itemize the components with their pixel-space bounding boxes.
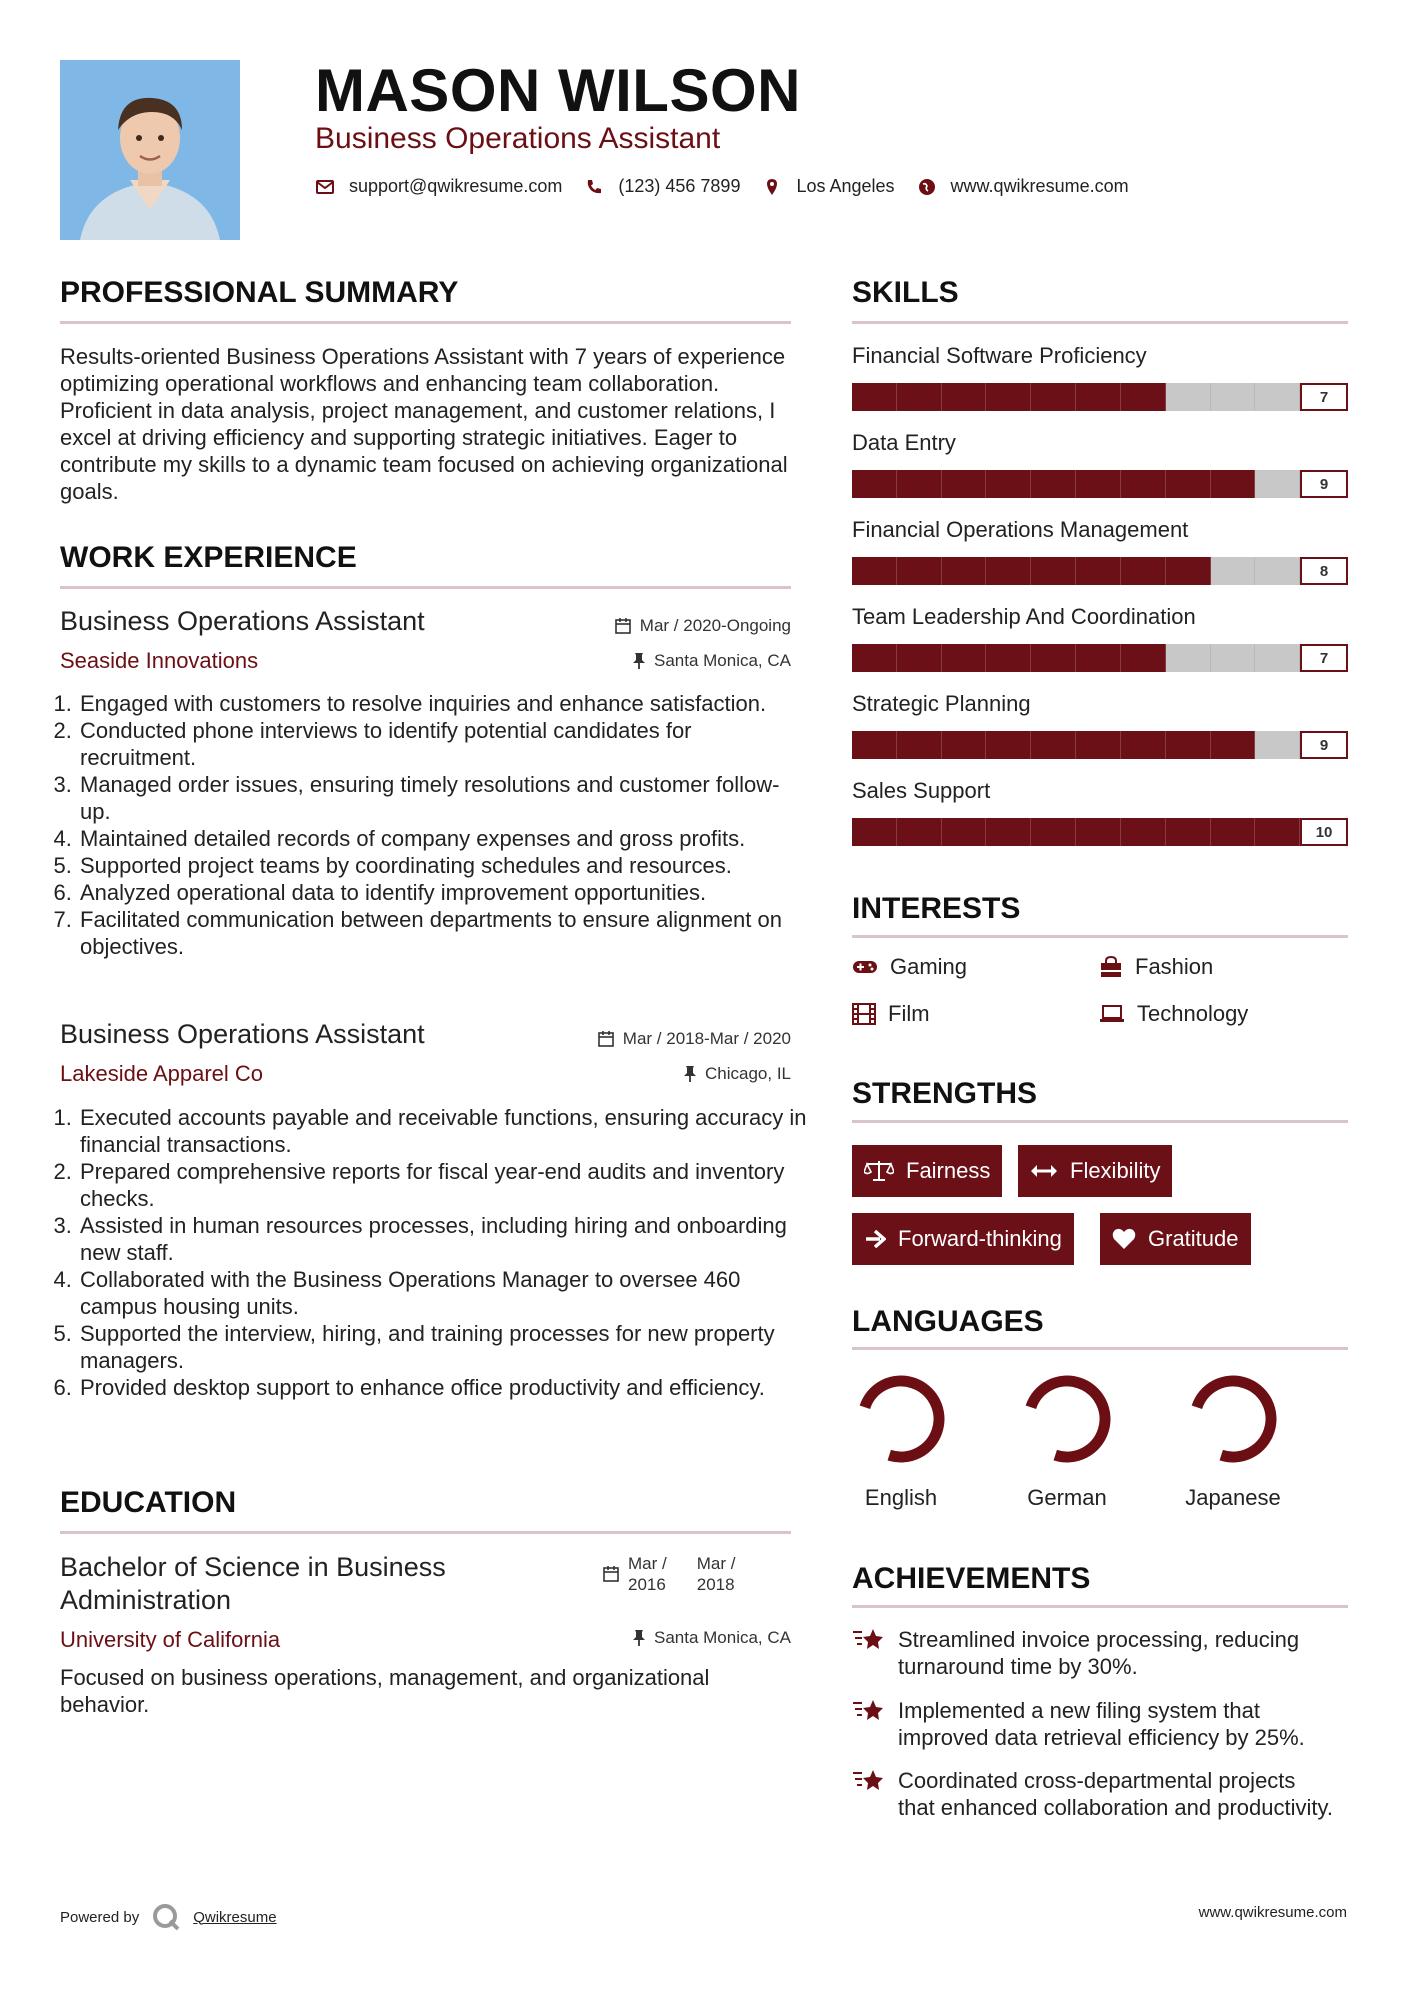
- job-location-text: Santa Monica, CA: [653, 651, 791, 670]
- phone-text: (123) 456 7899: [618, 176, 741, 196]
- education-rule: [60, 1531, 791, 1534]
- interest-label: Fashion: [1135, 954, 1214, 979]
- work-title: WORK EXPERIENCE: [60, 541, 357, 574]
- skill-segment-filled: [942, 557, 987, 585]
- film-icon: [852, 1003, 876, 1025]
- language-ring-arc: [865, 1381, 939, 1457]
- envelope-icon: [315, 177, 335, 197]
- skill-segment-filled: [852, 644, 897, 672]
- skill-bar: [852, 731, 1348, 759]
- skill-segment-filled: [986, 644, 1031, 672]
- skill-bar: [852, 818, 1348, 846]
- work-rule: [60, 586, 791, 589]
- achievement-text: Coordinated cross-departmental projects that enhanced collaboration and productivity.: [898, 1768, 1333, 1820]
- skill-segment-empty: [1166, 383, 1211, 411]
- arrows-horizontal-icon: [1030, 1163, 1058, 1179]
- list-item: 5. Supported project teams by coordinating schedules and resources.: [78, 852, 809, 879]
- skill-segment-filled: [1076, 470, 1121, 498]
- skill-segment-filled: [986, 383, 1031, 411]
- profile-photo: [60, 60, 240, 240]
- footer-website[interactable]: www.qwikresume.com: [1198, 1904, 1347, 1921]
- skill-segment-filled: [1031, 644, 1076, 672]
- skill-segment-filled: [1031, 470, 1076, 498]
- list-item: 2. Prepared comprehensive reports for fiscal year-end audits and inventory checks.: [78, 1158, 809, 1212]
- skill-segment-empty: [1255, 557, 1300, 585]
- interest-fashion: [1099, 954, 1213, 980]
- language-label: German: [1027, 1485, 1107, 1510]
- achievement-item: [852, 1626, 1338, 1680]
- skill-segment-empty: [1255, 383, 1300, 411]
- skill-segment-filled: [986, 731, 1031, 759]
- interests-title: INTERESTS: [852, 892, 1021, 925]
- education-dates: [602, 1553, 735, 1595]
- skill-segment-filled: [897, 383, 942, 411]
- brand-link[interactable]: Qwikresume: [193, 1908, 277, 1926]
- skill-segment-filled: [1031, 731, 1076, 759]
- degree-line: Bachelor of Science in Business: [60, 1552, 446, 1582]
- summary-text: Results-oriented Business Operations Assistant with 7 years of experience optimizing operational workflows and enhancing team collaboration. Proficient in data analysis, project management, and customer relations, I excel at driving efficiency and supporting strategic initiatives. Eager to contribute my skills to a dynamic team focused on achieving organizational goals.: [60, 344, 788, 504]
- shopping-bag-icon: [1099, 956, 1123, 978]
- skill-segment-filled: [1121, 383, 1166, 411]
- education-start: [628, 1553, 667, 1595]
- strength-label: Flexibility: [1070, 1158, 1161, 1183]
- achievements-rule: [852, 1605, 1348, 1608]
- strength-label: Gratitude: [1148, 1226, 1239, 1251]
- contact-website[interactable]: [917, 176, 1129, 197]
- skill-segment-filled: [1121, 818, 1166, 846]
- job-company: Seaside Innovations: [60, 648, 259, 673]
- calendar-icon: [614, 617, 632, 635]
- globe-icon: [917, 177, 937, 197]
- language-label: English: [864, 1485, 938, 1510]
- job-title: Business Operations Assistant: [60, 606, 425, 636]
- job-date: [597, 1029, 791, 1049]
- heart-icon: [1112, 1228, 1136, 1250]
- skill-segment-filled: [897, 731, 942, 759]
- skill-segment-filled: [1166, 557, 1211, 585]
- list-item: 3. Assisted in human resources processes, including hiring and onboarding new staff.: [78, 1212, 809, 1266]
- achievement-text: Implemented a new filing system that improved data retrieval efficiency by 25%.: [898, 1698, 1305, 1750]
- skill-bar: [852, 644, 1348, 672]
- language-ring-arc: [1031, 1381, 1105, 1457]
- education-location-text: Santa Monica, CA: [653, 1628, 791, 1647]
- skill-level-box: 7: [1300, 383, 1348, 411]
- shooting-star-icon: [852, 1767, 884, 1793]
- list-item: 2. Conducted phone interviews to identify potential candidates for recruitment.: [78, 717, 809, 771]
- skill-segment-filled: [1076, 383, 1121, 411]
- skill-segment-filled: [942, 644, 987, 672]
- list-item: 6. Analyzed operational data to identify improvement opportunities.: [78, 879, 809, 906]
- skill-label: Financial Software Proficiency: [852, 343, 1147, 368]
- skill-segment-filled: [986, 557, 1031, 585]
- skill-segment-filled: [897, 644, 942, 672]
- list-item: 6. Provided desktop support to enhance office productivity and efficiency.: [78, 1374, 809, 1401]
- shooting-star-icon: [852, 1626, 884, 1652]
- skill-segment-empty: [1211, 557, 1256, 585]
- skill-level-box: 8: [1300, 557, 1348, 585]
- skill-segment-filled: [1076, 818, 1121, 846]
- pushpin-icon: [683, 1065, 697, 1083]
- list-item: 3. Managed order issues, ensuring timely resolutions and customer follow-up.: [78, 771, 809, 825]
- skill-segment-filled: [1211, 818, 1256, 846]
- skill-segment-filled: [1166, 470, 1211, 498]
- skill-segment-filled: [1166, 731, 1211, 759]
- skill-segment-empty: [1255, 731, 1300, 759]
- list-item: 1. Engaged with customers to resolve inquiries and enhance satisfaction.: [78, 690, 809, 717]
- skill-segment-filled: [852, 557, 897, 585]
- skill-segment-filled: [1031, 818, 1076, 846]
- map-marker-icon: [762, 177, 782, 197]
- skill-segment-filled: [1211, 731, 1256, 759]
- skill-segment-filled: [897, 470, 942, 498]
- powered-by-text: Powered by: [60, 1908, 140, 1926]
- list-item: 1. Executed accounts payable and receivable functions, ensuring accuracy in financial transactions.: [78, 1104, 809, 1158]
- contact-bar: [315, 176, 1129, 197]
- skill-segment-filled: [852, 818, 897, 846]
- shooting-star-icon: [852, 1697, 884, 1723]
- list-item: 5. Supported the interview, hiring, and training processes for new property managers.: [78, 1320, 809, 1374]
- job-location-text: Chicago, IL: [705, 1064, 791, 1083]
- skill-segment-filled: [942, 731, 987, 759]
- skills-title: SKILLS: [852, 276, 959, 309]
- skill-segment-filled: [1255, 818, 1300, 846]
- language-label: Japanese: [1185, 1485, 1281, 1510]
- skill-segment-filled: [852, 731, 897, 759]
- skill-label: Sales Support: [852, 778, 991, 803]
- skill-label: Data Entry: [852, 430, 956, 455]
- list-item: 7. Facilitated communication between departments to ensure alignment on objectives.: [78, 906, 809, 960]
- date-part: Mar /: [696, 1554, 736, 1573]
- job-company: Lakeside Apparel Co: [60, 1061, 264, 1086]
- pushpin-icon: [632, 652, 646, 670]
- interest-technology: [1099, 1001, 1248, 1027]
- job-date: [614, 616, 791, 636]
- language-ring: [1021, 1373, 1113, 1465]
- degree-line: Administration: [60, 1585, 232, 1615]
- skill-segment-empty: [1166, 644, 1211, 672]
- contact-phone[interactable]: [584, 176, 740, 197]
- skill-level-box: 7: [1300, 644, 1348, 672]
- achievements-title: ACHIEVEMENTS: [852, 1562, 1091, 1595]
- qwikresume-logo-icon: [151, 1902, 181, 1932]
- website-text: www.qwikresume.com: [950, 176, 1129, 196]
- interest-gaming: [852, 954, 967, 980]
- job-date-text: Mar / 2020-Ongoing: [639, 616, 791, 635]
- school: University of California: [60, 1627, 281, 1652]
- list-item: 4. Collaborated with the Business Operations Manager to oversee 460 campus housing units.: [78, 1266, 809, 1320]
- skill-segment-filled: [1121, 470, 1166, 498]
- education-title: EDUCATION: [60, 1486, 237, 1519]
- interest-label: Gaming: [890, 954, 968, 979]
- interest-label: Film: [888, 1001, 930, 1026]
- achievement-item: [852, 1697, 1338, 1751]
- calendar-icon: [597, 1030, 615, 1048]
- skill-bar: [852, 470, 1348, 498]
- skill-segment-filled: [1211, 470, 1256, 498]
- laptop-icon: [1099, 1004, 1125, 1024]
- skill-level-box: 10: [1300, 818, 1348, 846]
- skill-segment-filled: [1166, 818, 1211, 846]
- achievement-text: Streamlined invoice processing, reducing turnaround time by 30%.: [898, 1627, 1300, 1679]
- strength-label: Fairness: [906, 1158, 991, 1183]
- interest-film: [852, 1001, 930, 1027]
- contact-location: [762, 176, 894, 197]
- language-ring-arc: [1197, 1381, 1271, 1457]
- skill-segment-filled: [1076, 731, 1121, 759]
- skill-segment-filled: [942, 383, 987, 411]
- skill-segment-filled: [1031, 557, 1076, 585]
- skill-segment-filled: [1031, 383, 1076, 411]
- strength-label: Forward-thinking: [898, 1226, 1062, 1251]
- skill-segment-empty: [1255, 644, 1300, 672]
- strength-badge: [1018, 1145, 1172, 1197]
- job-location: [632, 651, 791, 671]
- candidate-role: Business Operations Assistant: [315, 122, 721, 155]
- skill-segment-filled: [942, 470, 987, 498]
- pushpin-icon: [632, 1629, 646, 1647]
- interest-label: Technology: [1137, 1001, 1249, 1026]
- job-date-text: Mar / 2018-Mar / 2020: [622, 1029, 791, 1048]
- skill-label: Team Leadership And Coordination: [852, 604, 1196, 629]
- job-title: Business Operations Assistant: [60, 1019, 425, 1049]
- degree: [60, 1551, 446, 1617]
- education-end: [697, 1553, 736, 1595]
- strength-badge: [852, 1145, 1002, 1197]
- skill-segment-filled: [986, 818, 1031, 846]
- skill-level-box: 9: [1300, 731, 1348, 759]
- interests-rule: [852, 935, 1348, 938]
- education-text: Focused on business operations, management, and organizational behavior.: [60, 1665, 710, 1717]
- summary-title: PROFESSIONAL SUMMARY: [60, 276, 459, 309]
- calendar-icon: [602, 1565, 620, 1583]
- education-location: [632, 1628, 791, 1648]
- date-part: 2018: [696, 1575, 735, 1594]
- skill-segment-filled: [897, 557, 942, 585]
- skill-segment-filled: [1076, 644, 1121, 672]
- contact-email[interactable]: [315, 176, 562, 197]
- date-part: 2016: [628, 1575, 666, 1594]
- strengths-rule: [852, 1120, 1348, 1123]
- balance-scale-icon: [864, 1159, 894, 1183]
- skill-segment-filled: [852, 470, 897, 498]
- skill-segment-empty: [1211, 383, 1256, 411]
- skill-segment-filled: [852, 383, 897, 411]
- language-ring: [855, 1373, 947, 1465]
- skill-bar: [852, 557, 1348, 585]
- skills-rule: [852, 321, 1348, 324]
- skill-segment-filled: [1121, 644, 1166, 672]
- skill-segment-filled: [942, 818, 987, 846]
- date-part: Mar /: [628, 1554, 667, 1573]
- skill-segment-empty: [1211, 644, 1256, 672]
- skill-bar: [852, 383, 1348, 411]
- skill-segment-filled: [1121, 557, 1166, 585]
- location-text: Los Angeles: [796, 176, 895, 196]
- footer-powered-by: [60, 1902, 277, 1932]
- skill-label: Strategic Planning: [852, 691, 1031, 716]
- strength-badge: [1100, 1213, 1251, 1265]
- languages-rule: [852, 1347, 1348, 1350]
- list-item: 4. Maintained detailed records of company expenses and gross profits.: [78, 825, 809, 852]
- job-bullets: [60, 1104, 809, 1401]
- skill-label: Financial Operations Management: [852, 517, 1189, 542]
- skill-level-box: 9: [1300, 470, 1348, 498]
- languages-title: LANGUAGES: [852, 1305, 1044, 1338]
- candidate-name: MASON WILSON: [315, 57, 801, 124]
- strengths-title: STRENGTHS: [852, 1077, 1038, 1110]
- skill-segment-filled: [986, 470, 1031, 498]
- language-ring: [1187, 1373, 1279, 1465]
- arrow-right-icon: [864, 1229, 886, 1249]
- phone-icon: [584, 177, 604, 197]
- email-text: support@qwikresume.com: [349, 176, 563, 196]
- skill-segment-filled: [1121, 731, 1166, 759]
- skill-segment-filled: [897, 818, 942, 846]
- summary-rule: [60, 321, 791, 324]
- job-location: [683, 1064, 791, 1084]
- job-bullets: [60, 690, 809, 960]
- strength-badge: [852, 1213, 1074, 1265]
- gamepad-icon: [852, 958, 878, 976]
- achievement-item: [852, 1767, 1338, 1821]
- skill-segment-empty: [1255, 470, 1300, 498]
- skill-segment-filled: [1076, 557, 1121, 585]
